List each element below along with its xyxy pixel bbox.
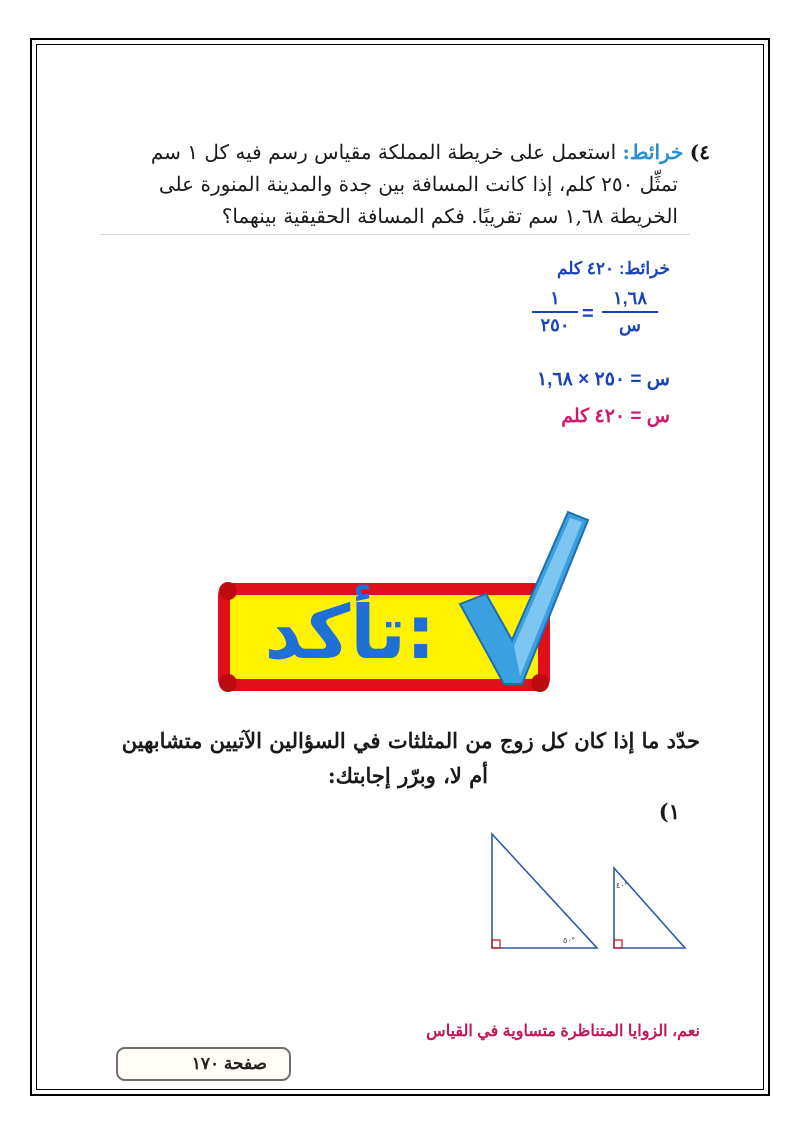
instruction-line-1: حدّد ما إذا كان كل زوج من المثلثات في السؤالين الآتيين متشابهين: [121, 728, 700, 753]
instruction-line-2: أم لا، وبرّر إجابتك:: [327, 763, 488, 788]
small-right-angle: [614, 940, 622, 948]
page-number-label: صفحة ١٧٠: [191, 1054, 267, 1073]
fraction-right: [602, 288, 658, 336]
equation-result: س = ٤٢٠ كلم: [561, 406, 670, 427]
question-label: خرائط:: [622, 140, 684, 164]
fraction-equals: =: [582, 303, 594, 325]
question-text-1: استعمل على خريطة المملكة مقياس رسم فيه كل ١ سم: [150, 140, 617, 164]
equation-step: س = ٢٥٠ × ١,٦٨: [536, 369, 670, 390]
similarity-answer: نعم، الزوايا المتناظرة متساوية في القياس: [426, 1023, 700, 1040]
checkmark-icon: [456, 508, 592, 688]
fraction-right-denominator: س: [619, 315, 641, 335]
fraction-left-denominator: ٢٥٠: [540, 315, 570, 335]
item-number: (١: [658, 799, 680, 824]
question-line-1: [151, 140, 710, 164]
question-number: ٤): [689, 140, 710, 164]
confirm-text: تأكد:: [264, 590, 436, 676]
large-angle-label: ٥٠°: [563, 936, 575, 945]
question-line-2: تمثِّل ٢٥٠ كلم، إذا كانت المسافة بين جدة والمدينة المنورة على: [158, 172, 678, 196]
fraction-right-numerator: ١,٦٨: [612, 288, 647, 308]
answer-title: خرائط: ٤٢٠ كلم: [556, 259, 670, 278]
small-triangle: [614, 868, 685, 948]
triangle-figure: [485, 830, 695, 956]
fraction-left-numerator: ١: [550, 288, 560, 308]
fraction-left-bar: [532, 311, 578, 313]
fraction-left: [532, 288, 578, 336]
question-line-3: الخريطة ١,٦٨ سم تقريبًا. فكم المسافة الحقيقية بينهما؟: [221, 204, 678, 228]
banner-corner: [219, 582, 237, 600]
small-angle-label: ٤٠°: [616, 881, 628, 890]
large-right-angle: [492, 940, 500, 948]
page-number-tag: [116, 1047, 291, 1081]
large-triangle: [492, 834, 597, 948]
question-rule: [100, 234, 690, 235]
banner-corner: [219, 674, 237, 692]
fraction-right-bar: [602, 311, 658, 313]
